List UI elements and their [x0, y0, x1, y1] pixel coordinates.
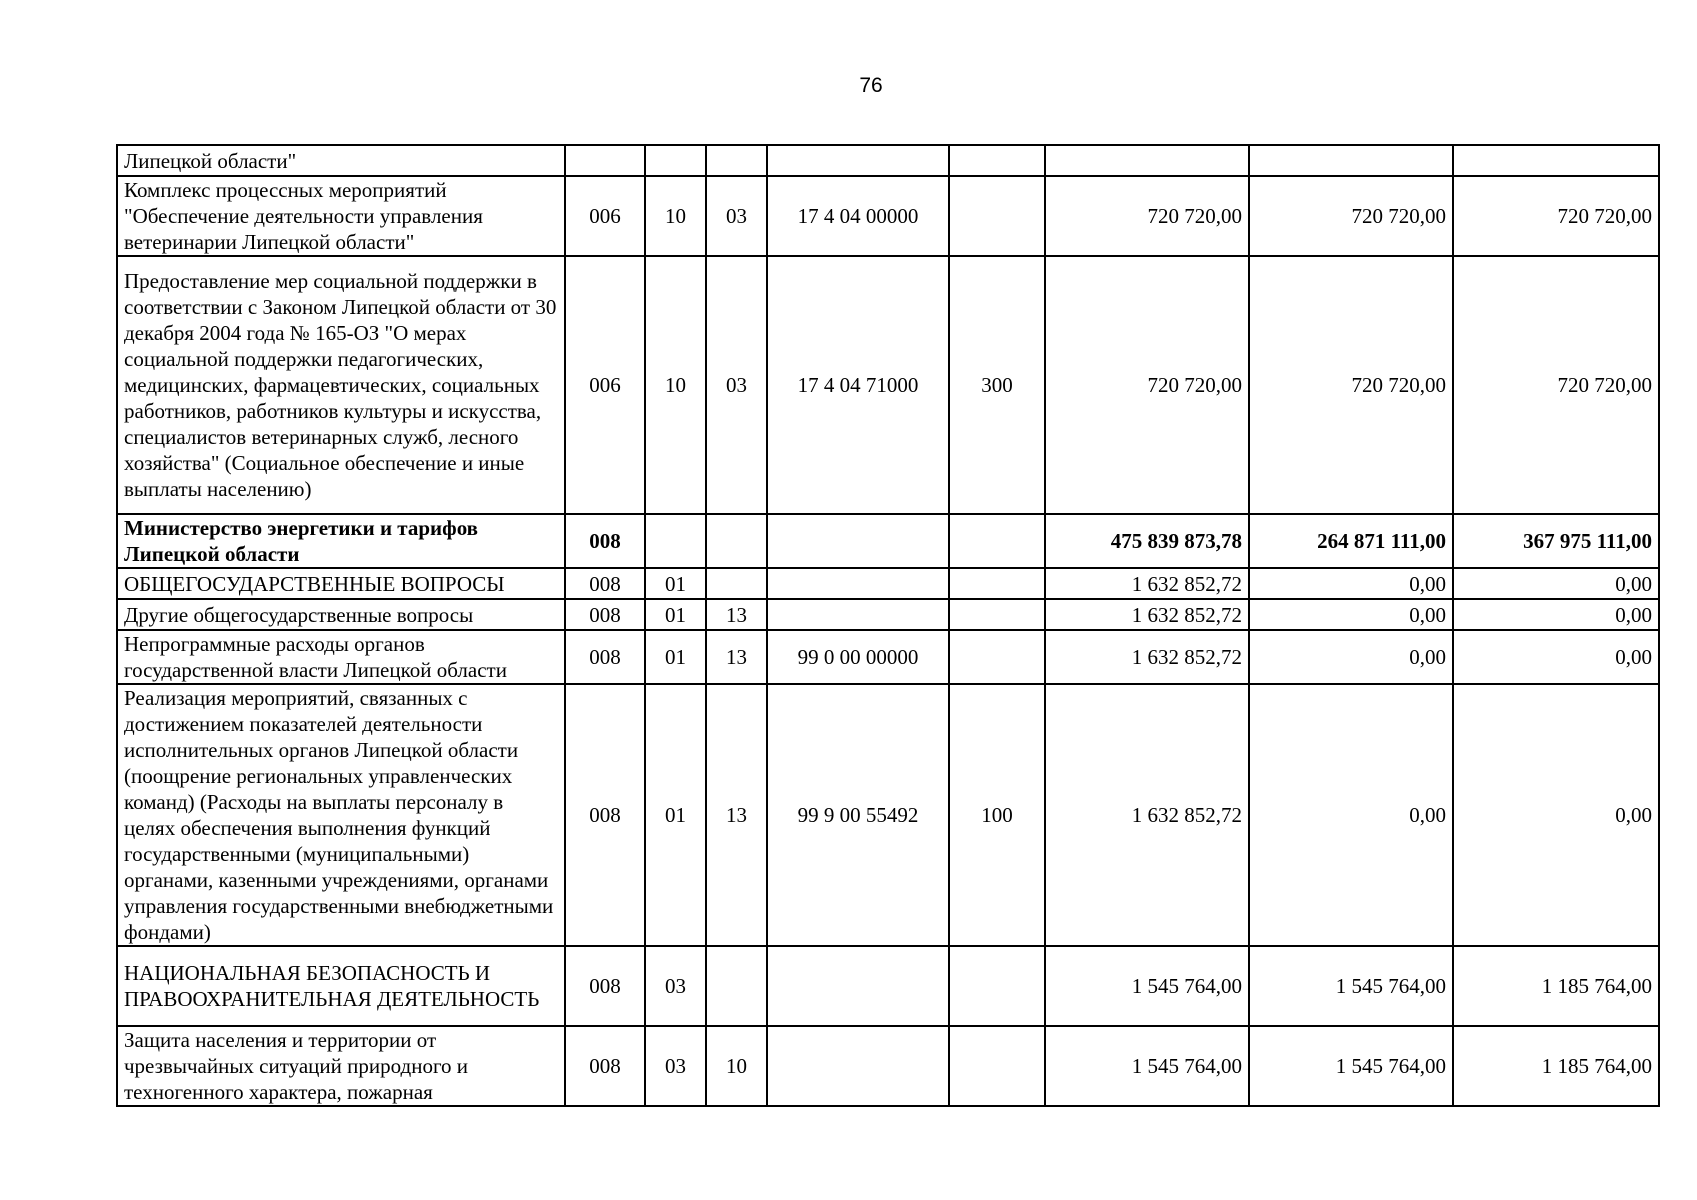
amount-year3-cell: 0,00 [1453, 599, 1659, 630]
amount-year2-cell: 720 720,00 [1249, 176, 1453, 256]
amount-year3-cell: 720 720,00 [1453, 176, 1659, 256]
row-name-cell: Комплекс процессных мероприятий "Обеспечение деятельности управления ветеринарии Липецкой области" [117, 176, 565, 256]
page-number: 76 [859, 74, 883, 97]
vr-cell [949, 946, 1045, 1026]
rz-cell [645, 145, 706, 176]
amount-year2-cell: 0,00 [1249, 599, 1453, 630]
amount-year1-cell: 1 632 852,72 [1045, 684, 1249, 946]
amount-year3-cell: 0,00 [1453, 630, 1659, 684]
rz-cell: 10 [645, 176, 706, 256]
ved-cell: 008 [565, 568, 645, 599]
amount-year2-cell: 264 871 111,00 [1249, 514, 1453, 568]
ved-cell: 008 [565, 630, 645, 684]
table-row [117, 256, 1659, 514]
ved-cell: 006 [565, 176, 645, 256]
rz-cell [645, 514, 706, 568]
rz-cell: 03 [645, 946, 706, 1026]
table-row [117, 176, 1659, 256]
vr-cell [949, 568, 1045, 599]
row-name-cell: Реализация мероприятий, связанных с достижением показателей деятельности исполнительных органов Липецкой области (поощрение региональных управленческих команд) (Расходы на выплаты персоналу в целях обеспечения выполнения функций государственными (муниципальными) органами, казенными учреждениями, органами управления государственными внебюджетными фондами) [117, 684, 565, 946]
table-row [117, 514, 1659, 568]
vr-cell [949, 514, 1045, 568]
csr-cell [767, 1026, 949, 1106]
rz-cell: 01 [645, 599, 706, 630]
vr-cell [949, 145, 1045, 176]
ved-cell [565, 145, 645, 176]
table-row [117, 630, 1659, 684]
amount-year3-cell [1453, 145, 1659, 176]
amount-year1-cell: 720 720,00 [1045, 256, 1249, 514]
amount-year2-cell: 1 545 764,00 [1249, 946, 1453, 1026]
amount-year1-cell: 1 632 852,72 [1045, 599, 1249, 630]
table-row [117, 1026, 1659, 1106]
pr-cell [706, 946, 767, 1026]
csr-cell: 99 9 00 55492 [767, 684, 949, 946]
ved-cell: 008 [565, 946, 645, 1026]
pr-cell: 13 [706, 630, 767, 684]
csr-cell [767, 145, 949, 176]
row-name-cell: Предоставление мер социальной поддержки в соответствии с Законом Липецкой области от 30 декабря 2004 года № 165-ОЗ "О мерах социальной поддержки педагогических, медицинских, фармацевтических, социальных работников, работников культуры и искусства, специалистов ветеринарных служб, лесного хозяйства" (Социальное обеспечение и иные выплаты населению) [117, 256, 565, 514]
pr-cell [706, 568, 767, 599]
amount-year3-cell: 1 185 764,00 [1453, 1026, 1659, 1106]
amount-year2-cell: 0,00 [1249, 568, 1453, 599]
row-name-cell: Министерство энергетики и тарифов Липецкой области [117, 514, 565, 568]
rz-cell: 01 [645, 568, 706, 599]
amount-year2-cell: 0,00 [1249, 630, 1453, 684]
row-name-cell: ОБЩЕГОСУДАРСТВЕННЫЕ ВОПРОСЫ [117, 568, 565, 599]
vr-cell [949, 1026, 1045, 1106]
pr-cell [706, 514, 767, 568]
amount-year3-cell: 1 185 764,00 [1453, 946, 1659, 1026]
ved-cell: 008 [565, 1026, 645, 1106]
amount-year2-cell: 0,00 [1249, 684, 1453, 946]
rz-cell: 01 [645, 684, 706, 946]
csr-cell: 17 4 04 00000 [767, 176, 949, 256]
amount-year1-cell: 720 720,00 [1045, 176, 1249, 256]
ved-cell: 006 [565, 256, 645, 514]
vr-cell: 100 [949, 684, 1045, 946]
row-name-cell: Другие общегосударственные вопросы [117, 599, 565, 630]
table-row [117, 568, 1659, 599]
csr-cell [767, 514, 949, 568]
budget-table [116, 144, 1660, 1107]
vr-cell [949, 630, 1045, 684]
ved-cell: 008 [565, 514, 645, 568]
csr-cell: 17 4 04 71000 [767, 256, 949, 514]
amount-year1-cell: 475 839 873,78 [1045, 514, 1249, 568]
csr-cell: 99 0 00 00000 [767, 630, 949, 684]
amount-year3-cell: 0,00 [1453, 568, 1659, 599]
table-row [117, 684, 1659, 946]
row-name-cell: Защита населения и территории от чрезвычайных ситуаций природного и техногенного характера, пожарная [117, 1026, 565, 1106]
table-row [117, 599, 1659, 630]
pr-cell: 13 [706, 684, 767, 946]
amount-year2-cell: 1 545 764,00 [1249, 1026, 1453, 1106]
pr-cell: 03 [706, 176, 767, 256]
row-name-cell: НАЦИОНАЛЬНАЯ БЕЗОПАСНОСТЬ И ПРАВООХРАНИТЕЛЬНАЯ ДЕЯТЕЛЬНОСТЬ [117, 946, 565, 1026]
pr-cell [706, 145, 767, 176]
csr-cell [767, 568, 949, 599]
amount-year1-cell: 1 545 764,00 [1045, 946, 1249, 1026]
amount-year3-cell: 0,00 [1453, 684, 1659, 946]
amount-year1-cell: 1 632 852,72 [1045, 568, 1249, 599]
amount-year2-cell [1249, 145, 1453, 176]
vr-cell [949, 176, 1045, 256]
pr-cell: 03 [706, 256, 767, 514]
table-row [117, 946, 1659, 1026]
ved-cell: 008 [565, 684, 645, 946]
vr-cell [949, 599, 1045, 630]
row-name-cell: Липецкой области" [117, 145, 565, 176]
vr-cell: 300 [949, 256, 1045, 514]
table-row [117, 145, 1659, 176]
ved-cell: 008 [565, 599, 645, 630]
csr-cell [767, 946, 949, 1026]
row-name-cell: Непрограммные расходы органов государственной власти Липецкой области [117, 630, 565, 684]
amount-year1-cell: 1 545 764,00 [1045, 1026, 1249, 1106]
amount-year1-cell: 1 632 852,72 [1045, 630, 1249, 684]
amount-year3-cell: 720 720,00 [1453, 256, 1659, 514]
rz-cell: 10 [645, 256, 706, 514]
amount-year1-cell [1045, 145, 1249, 176]
rz-cell: 03 [645, 1026, 706, 1106]
pr-cell: 10 [706, 1026, 767, 1106]
pr-cell: 13 [706, 599, 767, 630]
csr-cell [767, 599, 949, 630]
amount-year3-cell: 367 975 111,00 [1453, 514, 1659, 568]
rz-cell: 01 [645, 630, 706, 684]
budget-table-body [117, 145, 1659, 1106]
amount-year2-cell: 720 720,00 [1249, 256, 1453, 514]
